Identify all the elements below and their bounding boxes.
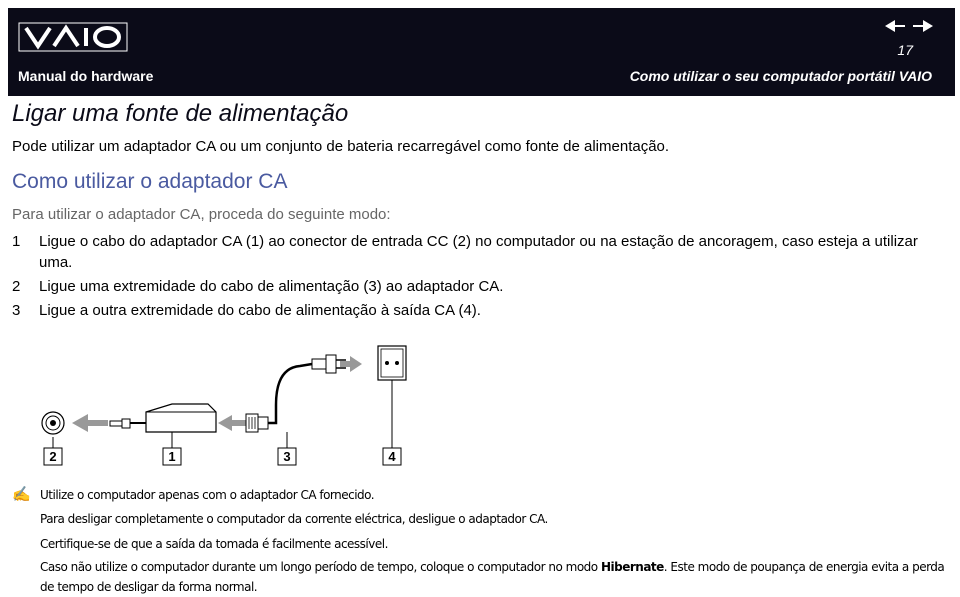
step-text: Ligue uma extremidade do cabo de alimentação (3) ao adaptador CA. (39, 278, 504, 295)
arrow-right-icon (340, 356, 362, 372)
dc-plug (110, 419, 146, 428)
arrow-left-icon (218, 415, 246, 431)
wall-outlet (378, 346, 406, 380)
step-text: Ligue a outra extremidade do cabo de alimentação à saída CA (4). (39, 302, 481, 319)
note-text: Utilize o computador apenas com o adaptador CA fornecido. (40, 488, 375, 502)
section-subtitle: Como utilizar o adaptador CA (12, 170, 288, 193)
page-title: Ligar uma fonte de alimentação (12, 100, 349, 127)
intro-text: Pode utilizar um adaptador CA ou um conjunto de bateria recarregável como fonte de alimentação. (12, 138, 670, 155)
callout-label (44, 448, 62, 465)
page-number: 17 (897, 42, 913, 58)
step-text: Ligue o cabo do adaptador CA (1) ao conector de entrada CC (2) no computador ou na estação de ancoragem, caso esteja a utilizar uma. (39, 233, 918, 271)
step-number: 1 (12, 233, 21, 250)
step-2 (12, 276, 942, 297)
ac-adapter-illustration (30, 340, 420, 475)
svg-text:1: 1 (168, 449, 176, 464)
page-navigation (885, 18, 933, 34)
note-text: Para desligar completamente o computador da corrente eléctrica, desligue o adaptador CA. (40, 512, 548, 526)
arrow-right-icon[interactable] (913, 20, 933, 32)
pencil-note-icon: ✍ (12, 486, 31, 503)
chapter-title-link[interactable]: Como utilizar o seu computador portátil VAIO (629, 68, 932, 84)
svg-text:4: 4 (388, 449, 396, 464)
manual-title-link[interactable]: Manual do hardware (18, 68, 154, 84)
note-text: Certifique-se de que a saída da tomada é facilmente acessível. (40, 537, 388, 551)
arrow-left-icon[interactable] (885, 20, 905, 32)
step-1 (12, 231, 942, 273)
note-text (40, 557, 945, 597)
hibernate-term: Hibernate (600, 560, 664, 574)
callout-label (163, 448, 181, 465)
lead-text: Para utilizar o adaptador CA, proceda do seguinte modo: (12, 206, 391, 223)
callout-label (383, 448, 401, 465)
step-number: 2 (12, 278, 21, 295)
svg-text:2: 2 (49, 449, 57, 464)
callout-label (278, 448, 296, 465)
step-3 (12, 300, 942, 321)
page-header (8, 8, 955, 96)
svg-text:3: 3 (283, 449, 291, 464)
step-number: 3 (12, 302, 21, 319)
power-cord-connector (246, 364, 312, 432)
dc-input-connector (42, 412, 64, 434)
arrow-left-icon (72, 414, 108, 432)
ac-adapter-brick (146, 404, 216, 432)
note-text-part: Caso não utilize o computador durante um longo período de tempo, coloque o computador no modo (40, 560, 601, 574)
note-text-part: . Este modo de poupança de energia evita a perda de tempo de desligar da forma normal. (40, 560, 945, 594)
vaio-logo (18, 22, 128, 52)
